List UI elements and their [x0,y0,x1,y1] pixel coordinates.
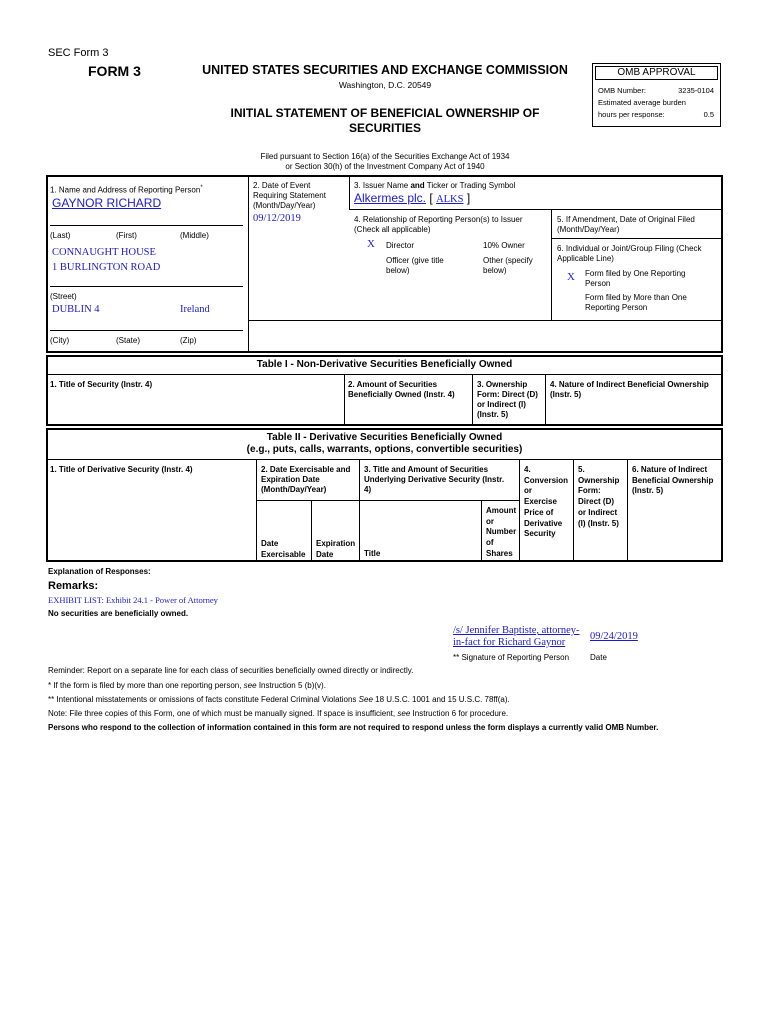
table-2-col-underlying: 3. Title and Amount of Securities Underlying Derivative Security (Instr. 4) [364,465,505,494]
amendment-label: 5. If Amendment, Date of Original Filed (Month/Day/Year) [557,215,695,234]
table-2-sub-expiration: Expiration Date [316,539,356,559]
table-2-sub-date-exercisable: Date Exercisable [261,539,306,559]
first-label: (First) [116,231,137,240]
note-file-copies: Note: File three copies of this Form, one of which must be manually signed. If space is insufficient, see Instruction 6 for procedure. [48,709,509,718]
relationship-label: 4. Relationship of Reporting Person(s) to Issuer (Check all applicable) [354,215,523,234]
table-1-col-nature: 4. Nature of Indirect Beneficial Ownership (Instr. 5) [550,380,709,399]
table-1-col-ownership: 3. Ownership Form: Direct (D) or Indirect (I) (Instr. 5) [477,380,538,419]
filed-pursuant: Filed pursuant to Section 16(a) of the Securities Exchange Act of 1934 or Section 30(h) of the Investment Company Act of 1940 [260,152,510,171]
no-securities-note: No securities are beneficially owned. [48,609,189,618]
statement-title: INITIAL STATEMENT OF BENEFICIAL OWNERSHIP OF SECURITIES [230,106,540,135]
table-2-sub-title: Title [364,549,381,558]
form-title: FORM 3 [88,63,141,79]
table-2-col-title: 1. Title of Derivative Security (Instr. 4) [50,465,193,474]
other-label: Other (specify below) [483,256,533,275]
omb-approval-box [592,63,721,127]
reporting-person-name[interactable]: GAYNOR RICHARD [52,196,162,210]
zip-label: (Zip) [180,336,197,345]
city-label: (City) [50,336,70,345]
one-reporting-check-mark: X [567,271,575,283]
omb-hours-label: hours per response: [598,110,665,119]
omb-number-value: 3235-0104 [678,86,714,95]
sec-form-label: SEC Form 3 [48,47,109,59]
event-date-value: 09/12/2019 [253,213,301,224]
remarks-label: Remarks: [48,580,99,592]
director-check-mark: X [367,238,375,250]
reporting-person-label: 1. Name and Address of Reporting Person* [50,185,203,195]
agency-location: Washington, D.C. 20549 [338,80,432,90]
explanation-label: Explanation of Responses: [48,567,151,576]
signature-label: ** Signature of Reporting Person [453,653,570,662]
form-filed-one-label: Form filed by One Reporting Person [585,269,686,288]
issuer-label: 3. Issuer Name and Ticker or Trading Symbol [354,181,516,190]
form-filed-more-label: Form filed by More than One Reporting Person [585,293,687,312]
omb-burden-label: Estimated average burden [598,98,686,107]
issuer-name-link[interactable]: Alkermes plc. [354,191,427,205]
persons-respond-note: Persons who respond to the collection of information contained in this form are not required to respond unless the form displays a currently valid OMB Number. [48,723,659,732]
street-label: (Street) [50,292,77,301]
event-date-label: 2. Date of Event Requiring Statement (Month/Day/Year) [253,181,326,210]
filing-label: 6. Individual or Joint/Group Filing (Check Applicable Line) [557,244,702,263]
city-value: DUBLIN 4 [52,304,100,315]
table-2-title: Table II - Derivative Securities Beneficially Owned (e.g., puts, calls, warrants, options, convertible securities) [246,432,523,455]
agency-name: UNITED STATES SECURITIES AND EXCHANGE COMMISSION [202,63,568,77]
note-single-star: * If the form is filed by more than one reporting person, see Instruction 5 (b)(v). [48,681,326,690]
omb-hours-value: 0.5 [703,110,714,119]
issuer-value: Alkermes plc. [ ALKS ] [354,191,471,205]
signature-link[interactable]: /s/ Jennifer Baptiste, attorney- in-fact for Richard Gaynor [453,625,580,648]
omb-title: OMB APPROVAL [595,66,718,80]
table-2-col-conversion: 4. Conversion or Exercise Price of Derivative Security [524,465,569,539]
table-1-col-amount: 2. Amount of Securities Beneficially Owned (Instr. 4) [348,380,455,399]
omb-number-label: OMB Number: [598,86,646,95]
reminder-note: Reminder: Report on a separate line for each class of securities beneficially owned directly or indirectly. [48,666,414,675]
country-value: Ireland [180,304,210,315]
middle-label: (Middle) [180,231,209,240]
table-2-col-ownership: 5. Ownership Form: Direct (D) or Indirect (I) (Instr. 5) [578,465,620,528]
officer-label: Officer (give title below) [386,256,444,275]
table-1-title: Table I - Non-Derivative Securities Beneficially Owned [256,359,513,370]
table-2-sub-amount: Amount or Number of Shares [486,506,517,558]
ten-pct-owner-label: 10% Owner [483,241,525,250]
table-2-col-nature: 6. Nature of Indirect Beneficial Ownership (Instr. 5) [632,465,714,496]
date-label: Date [590,653,607,662]
issuer-ticker-link[interactable]: ALKS [436,194,464,205]
table-2-col-dates: 2. Date Exercisable and Expiration Date (Month/Day/Year) [261,465,351,494]
state-label: (State) [116,336,141,345]
last-label: (Last) [50,231,71,240]
signature-date-link[interactable]: 09/24/2019 [590,631,638,642]
reporting-address: CONNAUGHT HOUSE 1 BURLINGTON ROAD [52,247,161,273]
table-1-col-title: 1. Title of Security (Instr. 4) [50,380,153,389]
exhibit-list: EXHIBIT LIST: Exhibit 24.1 - Power of Attorney [48,595,218,605]
director-label: Director [386,241,415,250]
note-double-star: ** Intentional misstatements or omissions of facts constitute Federal Criminal Violations See 18 U.S.C. 1001 and 15 U.S.C. 78ff(a). [48,695,510,704]
